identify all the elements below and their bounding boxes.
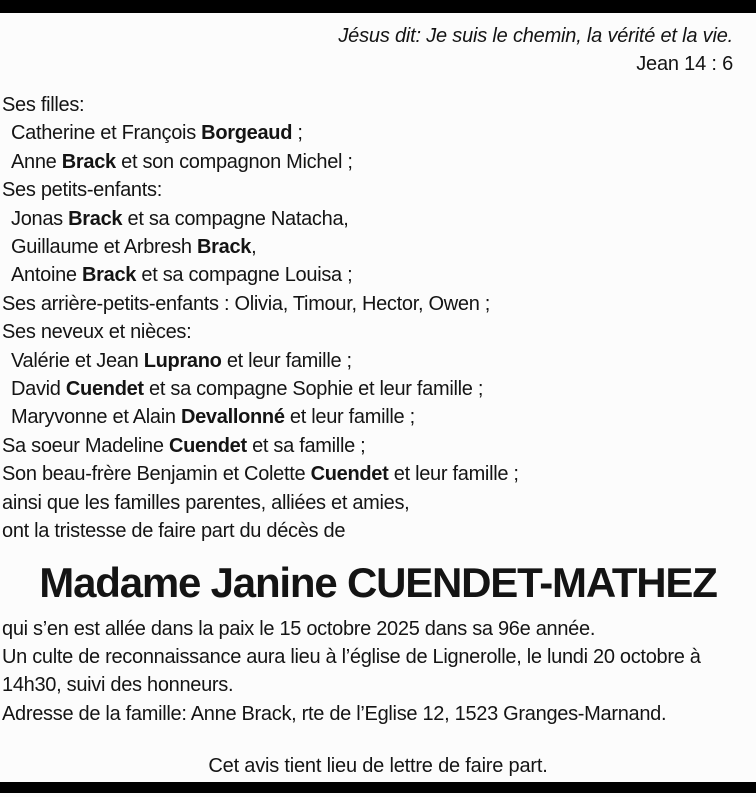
family-line: ont la tristesse de faire part du décès de [2, 520, 346, 543]
family-line: Ses arrière-petits-enfants : Olivia, Timour, Hector, Owen ; [2, 292, 491, 315]
announcement-paragraph: Adresse de la famille: Anne Brack, rte de l’Eglise 12, 1523 Granges-Marnand. [2, 702, 667, 725]
family-line: ainsi que les familles parentes, alliées et amies, [2, 491, 410, 514]
announcement-paragraph: qui s’en est allée dans la paix le 15 octobre 2025 dans sa 96e année. [2, 617, 596, 640]
announcement [0, 615, 756, 729]
bible-quote: Jésus dit: Je suis le chemin, la vérité et la vie. [338, 25, 733, 47]
family-line: Antoine Brack et sa compagne Louisa ; [11, 264, 353, 287]
family-line: Ses petits-enfants: [2, 179, 162, 202]
family-line: Sa soeur Madeline Cuendet et sa famille ; [2, 434, 366, 457]
family-line: Catherine et François Borgeaud ; [11, 122, 303, 145]
family-line: Anne Brack et son compagnon Michel ; [11, 150, 353, 173]
family-line: Guillaume et Arbresh Brack, [11, 236, 257, 259]
footer-note: Cet avis tient lieu de lettre de faire part. [208, 755, 548, 778]
family-line: Ses neveux et nièces: [2, 321, 192, 344]
family-line: Maryvonne et Alain Devallonné et leur famille ; [11, 406, 415, 429]
family-line: David Cuendet et sa compagne Sophie et leur famille ; [11, 378, 484, 401]
bottom-border-bar [0, 782, 756, 793]
notice-content [0, 13, 756, 778]
family-line: Son beau-frère Benjamin et Colette Cuendet et leur famille ; [2, 463, 519, 486]
family-line: Ses filles: [2, 94, 85, 116]
family-line: Jonas Brack et sa compagne Natacha, [11, 207, 349, 230]
announcement-paragraph: Un culte de reconnaissance aura lieu à l’église de Lignerolle, le lundi 20 octobre à 14h30, suivi des honneurs. [2, 645, 701, 697]
family-list [0, 78, 756, 546]
top-border-bar [0, 0, 756, 13]
deceased-name: Madame Janine CUENDET-MATHEZ [39, 558, 717, 606]
bible-reference: Jean 14 : 6 [636, 53, 733, 75]
family-line: Valérie et Jean Luprano et leur famille ; [11, 349, 352, 372]
epigraph [0, 13, 756, 78]
